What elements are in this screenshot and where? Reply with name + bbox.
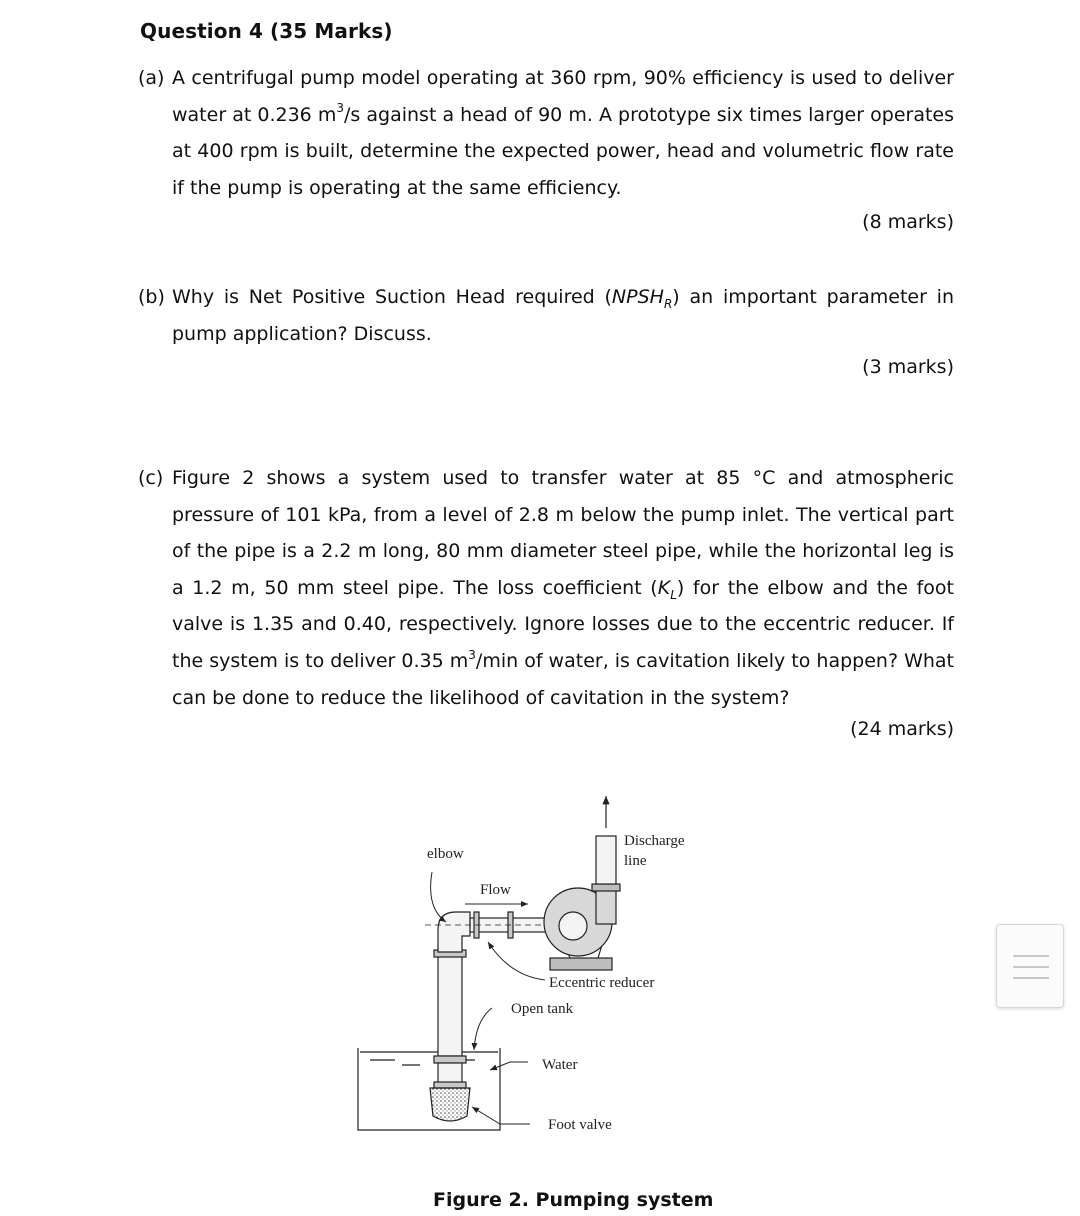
- part-a-label: (a): [138, 67, 165, 89]
- vertical-pipe: [434, 950, 466, 1088]
- label-open-tank: Open tank: [511, 1001, 574, 1017]
- open-tank-shape: [358, 1048, 500, 1130]
- label-discharge-line-2: line: [624, 853, 647, 869]
- label-discharge-line-1: Discharge: [624, 833, 685, 849]
- label-eccentric-reducer: Eccentric reducer: [549, 975, 655, 991]
- menu-button[interactable]: [996, 924, 1064, 1008]
- figure-caption: Figure 2. Pumping system: [433, 1189, 714, 1211]
- part-b: [138, 279, 954, 352]
- part-c-label: (c): [138, 467, 164, 489]
- question-title: Question 4 (35 Marks): [140, 19, 393, 43]
- menu-icon-line-1: [1013, 955, 1049, 957]
- part-a-marks: (8 marks): [862, 211, 954, 233]
- menu-icon-line-3: [1013, 977, 1049, 979]
- label-elbow: elbow: [427, 846, 464, 862]
- part-a-text: A centrifugal pump model operating at 360 rpm, 90% efficiency is used to deliver water at 0.236 $m^3/s$ against a head of 90 m. A prototype six times larger operates at 400 rpm is built, determine the expected power, head and volumetric flow rate if the pump is operating at the same efficiency.: [172, 67, 955, 199]
- pump-shape: [544, 884, 620, 970]
- part-c-marks: (24 marks): [850, 718, 954, 740]
- part-c-text: Figure 2 shows a system used to transfer water at 85 °C and atmospheric pressure of 101 kPa, from a level of 2.8 m below the pump inlet. The vertical part of the pipe is a 2.2 m long, 80 mm diameter steel pipe, while the horizontal leg is a 1.2 m, 50 mm steel pipe. The loss coefficient $(K_L)$ for the elbow and the foot valve is 1.35 and 0.40, respectively. Ignore losses due to the eccentric reducer. If the system is to deliver 0.35 $m^3/\min$ of water, is cavitation likely to happen? What can be done to reduce the likelihood of cavitation in the system?: [172, 467, 954, 709]
- pumping-system-figure: [340, 780, 720, 1150]
- part-b-marks: (3 marks): [862, 356, 954, 378]
- foot-valve-shape: [430, 1088, 470, 1121]
- elbow-shape: [438, 912, 470, 952]
- part-b-label: (b): [138, 286, 165, 308]
- menu-icon-line-2: [1013, 966, 1049, 968]
- label-water: Water: [542, 1057, 578, 1073]
- discharge-pipe: [596, 796, 616, 884]
- label-foot-valve: Foot valve: [548, 1117, 612, 1133]
- label-flow: Flow: [480, 882, 511, 898]
- part-a: [138, 60, 954, 206]
- part-b-text: Why is Net Positive Suction Head required $(NPSH_R)$ an important parameter in pump application? Discuss.: [172, 286, 954, 345]
- part-c: [138, 460, 954, 716]
